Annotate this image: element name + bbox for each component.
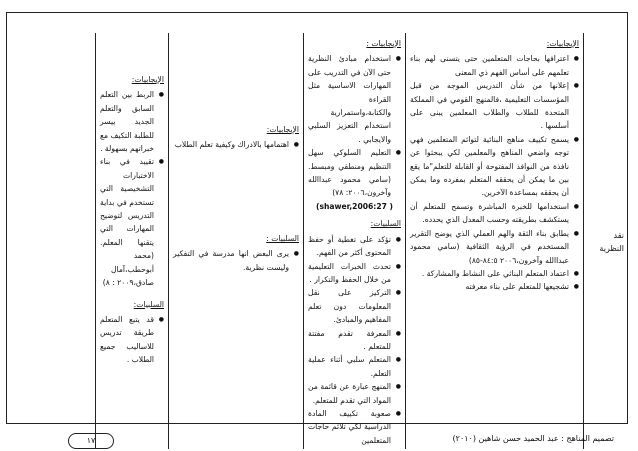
list-item: ● استخدامها للخبرة المباشرة وتسمح للمتعلم أن يستكشف بطريقته وحسب المعدل الذي يحدده.: [410, 200, 569, 227]
row-label-cell: [583, 33, 628, 449]
col3-heading: الإيجابيات:: [266, 125, 299, 134]
empty-cell: [6, 33, 95, 449]
col3-list: [173, 138, 299, 151]
col2-neg-list: [308, 233, 401, 448]
col3-neg-heading: السلبيات :: [266, 233, 299, 243]
col2-cell: [303, 33, 405, 449]
col4-list: [100, 88, 164, 289]
col3-cell: [168, 33, 303, 449]
col4-cell: [95, 33, 168, 449]
col1-list: [410, 52, 579, 293]
col4-heading: الإيجابيات:: [131, 75, 164, 84]
col1-cell: [405, 33, 583, 449]
list-item: ● التعليم السلوكي سهل التنظيم ومنطقي ومبسط.(سامي محمود عبداالله وآخرون،٢٠٠٦: ٧٨): [308, 146, 391, 200]
col4-neg-list: [100, 313, 164, 367]
row-label: نقد النظرية: [599, 230, 624, 254]
list-item: ● المعرفة تقدم مفتتة للمتعلم .: [308, 327, 391, 354]
footer-citation: تصميم المناهج : عبد الحميد حسن شاهين (٢٠١٠): [452, 434, 614, 443]
list-item: ● الربط بين التعلم السابق والتعلم الجديد ييسر للطلبة التكيف مع خبراتهم بسهولة .: [100, 88, 154, 155]
list-item: ● اهتمامها بالادراك وكيفية تعلم الطلاب: [173, 138, 289, 151]
col2-neg-heading: السلبيات:: [370, 219, 401, 229]
col2-reference: ( shawer,2006:27): [315, 201, 394, 211]
list-item: ● المتعلم سلبي أثناء عملية التعلم.: [308, 353, 391, 380]
col2-heading: الإيجابيات :: [366, 39, 401, 48]
list-item: ● اعتماد المتعلم البنائي على النشاط والمشاركة .: [410, 267, 569, 280]
list-item: ● التركيز على نقل المعلومات دون تعلم المفاهيم والمبادئ.: [308, 286, 391, 326]
col2-list: [308, 52, 401, 199]
list-item: ● إعلانها من شأن التدريس الموجه من قبل المؤسسات التعليمية ،فالمنهج القومي في المملكة المتحدة للطلاب والطلاب المعلمين يبنى على أسلسها .: [410, 79, 569, 133]
list-item: ● اعترافها بحاجات المتعلمين حتى يتسنى لهم بناء تعلمهم على أساس الفهم ذي المعنى: [410, 52, 569, 79]
list-item: ● تؤكد على تغطية أو حفظ المحتوى أكثر من الفهم.: [308, 233, 391, 260]
page-number: ١٧: [68, 433, 114, 449]
list-item: ● يطابق بناء الثقة والهم العملي الذي يوضح التقرير المستخدم في الرؤية الثقافية (سامي محمود عبداالله وآخرون،٢٠٠٦ ٨٤:٥-٨٥): [410, 227, 569, 267]
col4-neg-heading: السلبيات:: [133, 299, 164, 309]
list-item: ● قد يتبع المتعلم طريقة تدريس للاساليب جميع الطلاب .: [100, 313, 154, 367]
list-item: ● استخدام مبادئ النظرية حتى الآن في التدريب على المهارات الاساسية مثل القراءة والكتابة،واستمرارية استخدام التعزيز السلبي والايجابي .: [308, 52, 391, 146]
list-item: ● يرى البعض انها مدرسة في التفكير وليست نظرية.: [173, 247, 289, 274]
list-item: ● تشجيعها للمتعلم على بناء معرفته: [410, 280, 569, 293]
list-item: ● صعوبة تكييف المادة الدراسية لكي تلائم حاجات المتعلمين: [308, 407, 391, 447]
list-item: ● يسمح تكييف مناهج البنائية لتوائم المتعلمين فهي توجه واضعي المناهج والمعلمين لكي يبحثوا عن نافذة من النوافذ المفتوحة أو القابلة للتعلم"ما يقع بين ما يمكن أن يحققه المتعلم بمفرده وما يمكن أن يحققه بمساعدة الآخرين.: [410, 133, 569, 200]
col1-heading: الإيجابيات:: [546, 39, 579, 48]
list-item: ● تحدث الخبرات التعليمية من خلال الحفظ والتكرار .: [308, 260, 391, 287]
list-item: ● تقييد في بناء الاختبارات التشخيصية التي تستخدم في بداية التدريس لتوضيح المهارات التي يتقنها المعلم.(محمد أبوحطب،آمال صادق،٢٠٠٩ : ٨): [100, 155, 154, 289]
col3-neg-list: [173, 247, 299, 274]
list-item: ● المنهج عبارة عن قائمة من المواد التي تقدم للمتعلم.: [308, 380, 391, 407]
